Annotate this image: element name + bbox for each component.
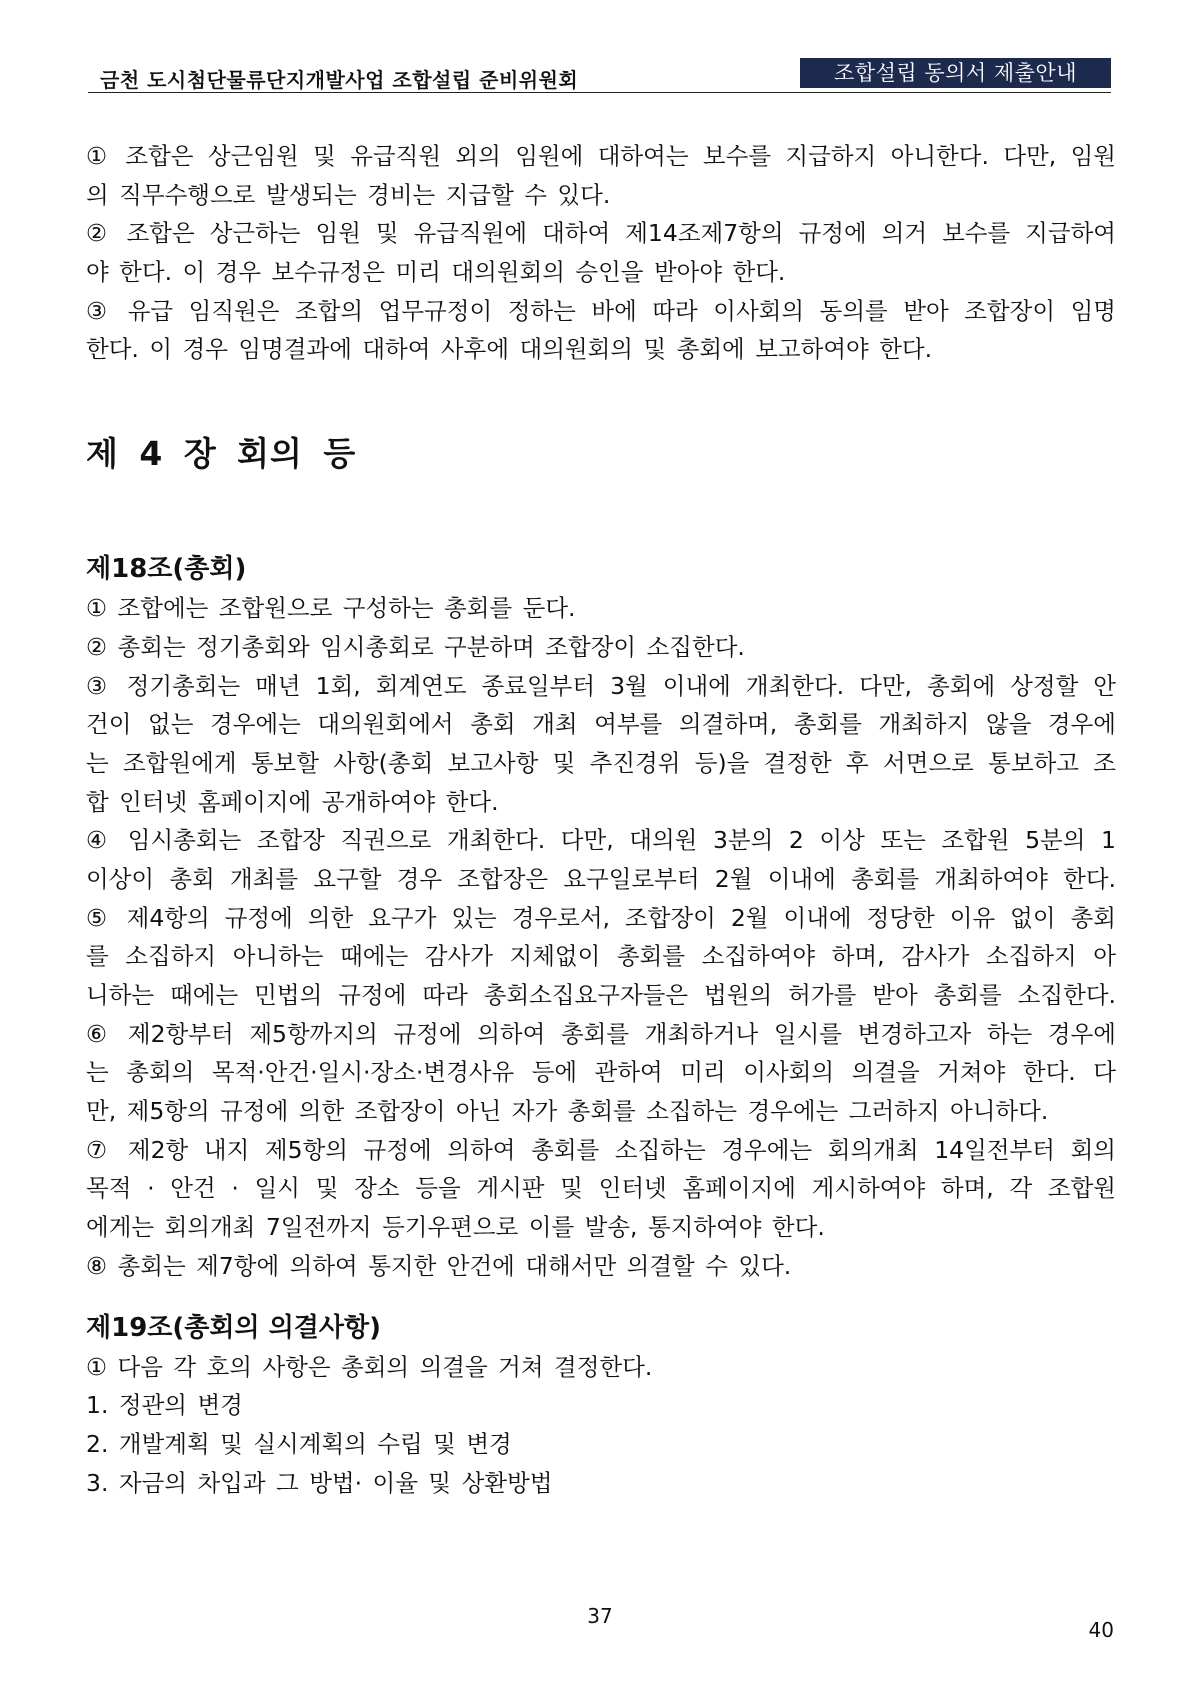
text-line: 만, 제5항의 규정에 의한 조합장이 아닌 자가 총회를 소집하는 경우에는 그러하지 아니하다. — [86, 1097, 1049, 1126]
header-section-badge: 조합설립 동의서 제출안내 — [800, 58, 1111, 88]
page-header — [88, 58, 1111, 93]
page-total: 40 — [1088, 1618, 1114, 1642]
text-line: 는 조합원에게 통보할 사항(총회 보고사항 및 추진경위 등)을 결정한 후 서면으로 통보하고 조 — [86, 748, 1116, 777]
text-line: ① 다음 각 호의 사항은 총회의 의결을 거쳐 결정한다. — [86, 1352, 653, 1381]
text-line: ① 조합은 상근임원 및 유급직원 외의 임원에 대하여는 보수를 지급하지 아니한다. 다만, 임원 — [86, 142, 1116, 170]
intro-paragraphs — [86, 137, 1116, 369]
text-line: ② 조합은 상근하는 임원 및 유급직원에 대하여 제14조제7항의 규정에 의거 보수를 지급하여 — [86, 219, 1116, 248]
text-line: ④ 임시총회는 조합장 직권으로 개최한다. 다만, 대의원 3분의 2 이상 또는 조합원 5분의 1 — [86, 826, 1116, 855]
text-line: 는 총회의 목적·안건·일시·장소·변경사유 등에 관하여 미리 이사회의 의결을 거쳐야 한다. 다 — [86, 1058, 1116, 1087]
text-line: 의 직무수행으로 발생되는 경비는 지급할 수 있다. — [86, 180, 611, 209]
text-line: ① 조합에는 조합원으로 구성하는 총회를 둔다. — [86, 594, 576, 623]
text-line: ⑤ 제4항의 규정에 의한 요구가 있는 경우로서, 조합장이 2월 이내에 정당한 이유 없이 총회 — [86, 903, 1116, 932]
article-18-title: 제18조(총회) — [86, 554, 247, 585]
text-line: 이상이 총회 개최를 요구할 경우 조합장은 요구일로부터 2월 이내에 총회를 개최하여야 한다. — [86, 864, 1116, 893]
list-item: 1. 정관의 변경 — [86, 1391, 243, 1420]
chapter-title: 제 4 장 회의 등 — [86, 434, 357, 474]
header-committee-title: 금천 도시첨단물류단지개발사업 조합설립 준비위원회 — [100, 68, 579, 92]
article-18-body — [86, 589, 1116, 1285]
text-line: ⑥ 제2항부터 제5항까지의 규정에 의하여 총회를 개최하거나 일시를 변경하고자 하는 경우에 — [86, 1019, 1116, 1048]
article-19-title: 제19조(총회의 의결사항) — [86, 1312, 382, 1343]
text-line: 니하는 때에는 민법의 규정에 따라 총회소집요구자들은 법원의 허가를 받아 총회를 소집한다. — [86, 981, 1116, 1009]
text-line: 목적 · 안건 · 일시 및 장소 등을 게시판 및 인터넷 홈페이지에 게시하여야 하며, 각 조합원 — [86, 1174, 1116, 1203]
text-line: ⑧ 총회는 제7항에 의하여 통지한 안건에 대해서만 의결할 수 있다. — [86, 1251, 792, 1280]
list-item: 3. 자금의 차입과 그 방법· 이율 및 상환방법 — [86, 1468, 553, 1497]
text-line: 한다. 이 경우 임명결과에 대하여 사후에 대의원회의 및 총회에 보고하여야 한다. — [86, 335, 933, 364]
text-line: 합 인터넷 홈페이지에 공개하여야 한다. — [86, 787, 499, 816]
text-line: 야 한다. 이 경우 보수규정은 미리 대의원회의 승인을 받아야 한다. — [86, 258, 786, 287]
text-line: ③ 유급 임직원은 조합의 업무규정이 정하는 바에 따라 이사회의 동의를 받아 조합장이 임명 — [86, 296, 1116, 325]
list-item: 2. 개발계획 및 실시계획의 수립 및 변경 — [86, 1429, 512, 1458]
text-line: 에게는 회의개최 7일전까지 등기우편으로 이를 발송, 통지하여야 한다. — [86, 1213, 825, 1242]
document-body — [86, 137, 1116, 1502]
text-line: ③ 정기총회는 매년 1회, 회계연도 종료일부터 3월 이내에 개최한다. 다만, 총회에 상정할 안 — [86, 671, 1116, 700]
text-line: ② 총회는 정기총회와 임시총회로 구분하며 조합장이 소집한다. — [86, 632, 745, 661]
article-19-body — [86, 1348, 1116, 1503]
text-line: 를 소집하지 아니하는 때에는 감사가 지체없이 총회를 소집하여야 하며, 감사가 소집하지 아 — [86, 942, 1116, 971]
text-line: 건이 없는 경우에는 대의원회에서 총회 개최 여부를 의결하며, 총회를 개최하지 않을 경우에 — [86, 710, 1116, 739]
page-number: 37 — [587, 1604, 613, 1628]
text-line: ⑦ 제2항 내지 제5항의 규정에 의하여 총회를 소집하는 경우에는 회의개최 14일전부터 회의 — [86, 1135, 1116, 1164]
